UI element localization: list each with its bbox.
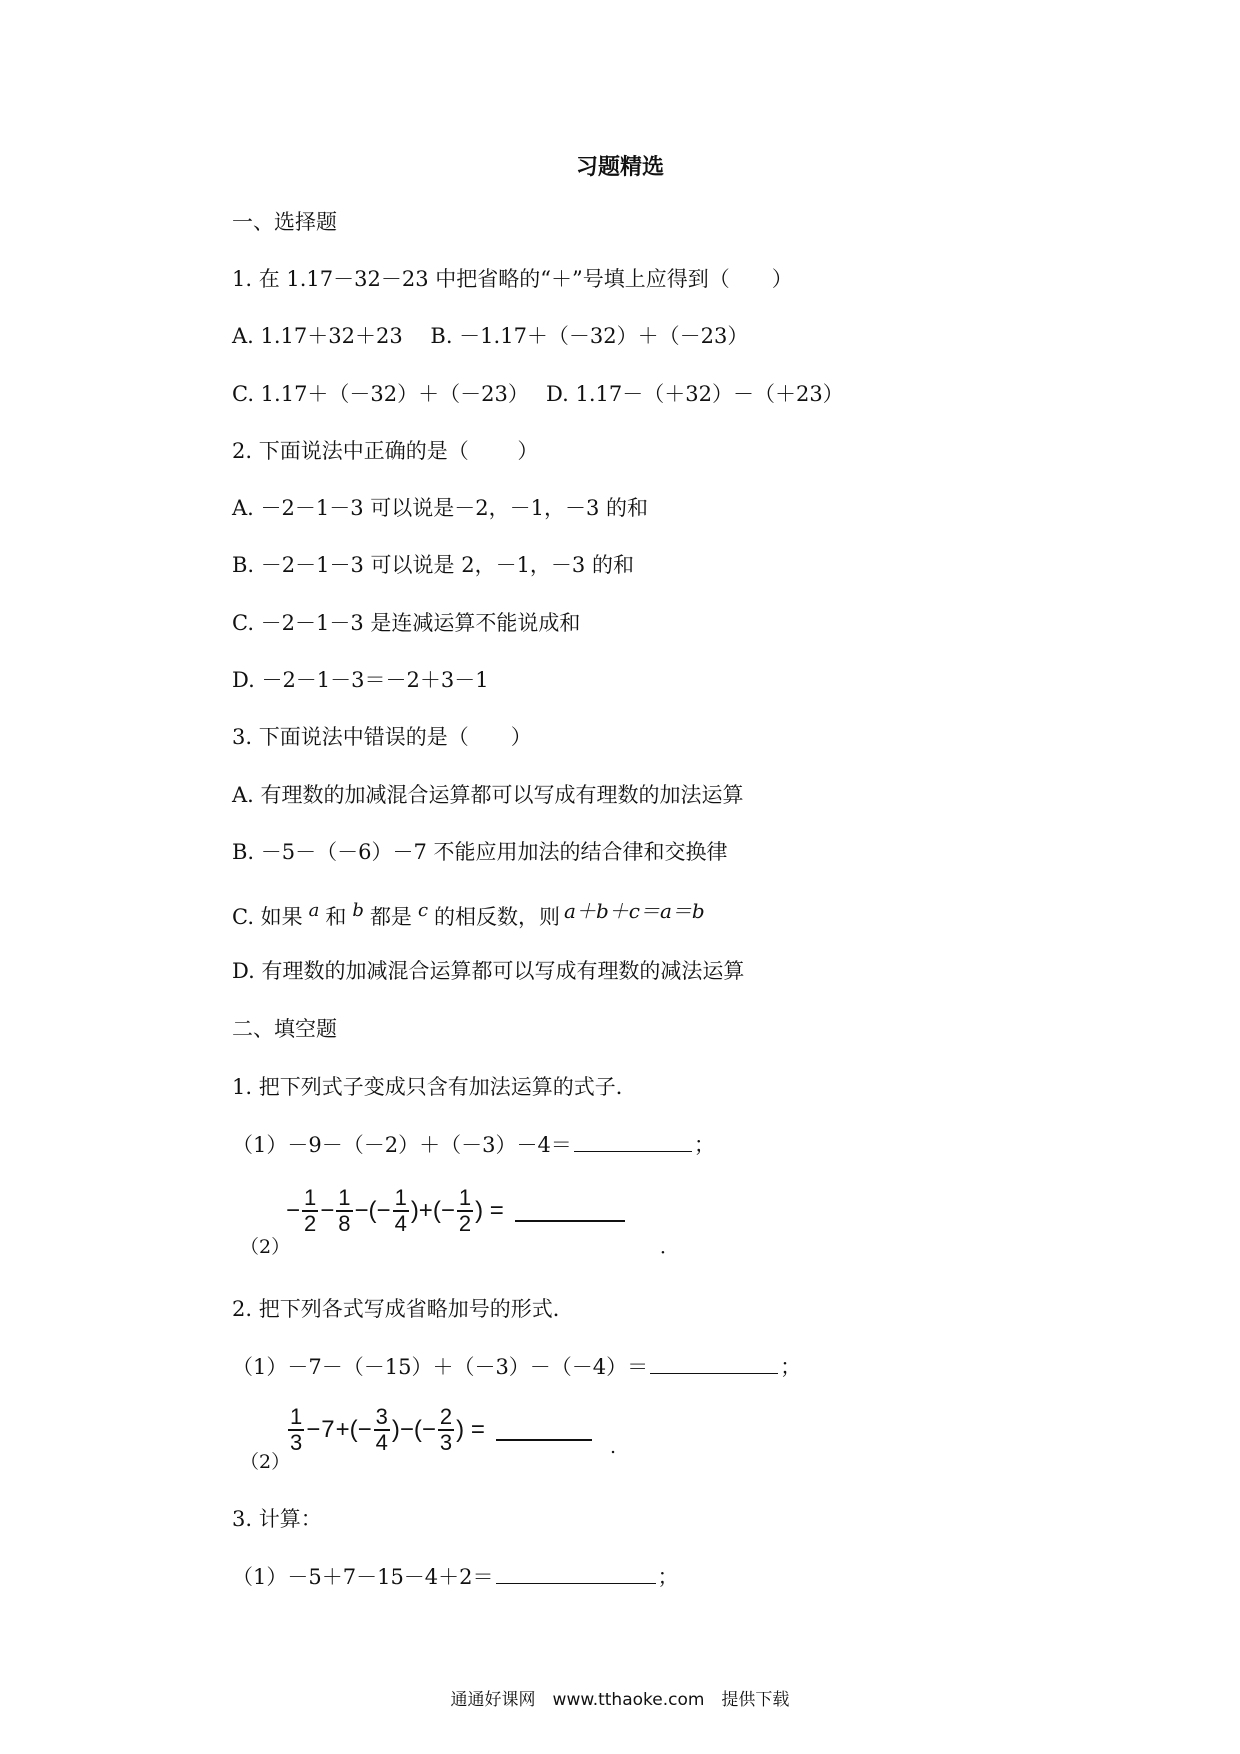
fill-1-part-2-end: ． xyxy=(660,1236,680,1258)
section-heading-fill: 二、填空题 xyxy=(232,1017,337,1041)
fill-1-part-1-expr: （1）－9－（－2）＋（－3）－4＝ xyxy=(232,1133,572,1157)
fill-3-part-1-end: ； xyxy=(657,1565,679,1589)
fill-2-part-1-end: ； xyxy=(780,1355,802,1379)
fill-1-stem: 1. 把下列式子变成只含有加法运算的式子． xyxy=(232,1075,637,1099)
footer-credit: 通通好课网 www.tthaoke.com 提供下载 xyxy=(450,1690,790,1710)
fill-2-part-2-label: （2） xyxy=(240,1451,291,1473)
answer-blank[interactable] xyxy=(496,1563,656,1584)
fraction: $\frac{1}{8}$ xyxy=(338,1185,351,1236)
question-1-options-cd: C. 1.17＋（－32）＋（－23） D. 1.17－（＋32）－（＋23） xyxy=(232,382,844,406)
var-a: a xyxy=(308,900,320,921)
fraction: $\frac{1}{2}$ xyxy=(304,1185,317,1236)
question-1-stem: 1. 在 1.17－32－23 中把省略的“＋”号填上应得到（ ） xyxy=(232,267,793,291)
answer-blank[interactable] xyxy=(574,1131,692,1152)
var-c: c xyxy=(417,900,429,921)
question-3-stem: 3. 下面说法中错误的是（ ） xyxy=(232,725,532,749)
fill-1-part-1 xyxy=(232,1131,715,1159)
page-title: 习题精选 xyxy=(575,155,664,180)
fill-2-stem: 2. 把下列各式写成省略加号的形式． xyxy=(232,1297,574,1321)
question-3-option-d: D. 有理数的加减混合运算都可以写成有理数的减法运算 xyxy=(232,959,745,983)
question-3-option-a: A. 有理数的加减混合运算都可以写成有理数的加法运算 xyxy=(232,783,744,807)
fraction: $\frac{3}{4}$ xyxy=(375,1404,388,1455)
option-c-mid: 都是 xyxy=(369,905,412,929)
question-3-option-b: B. －5－（－6）－7 不能应用加法的结合律和交换律 xyxy=(232,840,728,864)
fill-2-part-2-formula: $\frac{1}{3}$ − 7 +(− $\frac{3}{4}$ )−(− $\frac{2}{3}$ ) = xyxy=(287,1405,594,1455)
var-b: b xyxy=(352,900,364,921)
fill-3-stem: 3. 计算： xyxy=(232,1507,322,1531)
question-2-option-a: A. －2－1－3 可以说是－2，－1，－3 的和 xyxy=(232,496,649,520)
fraction: $\frac{1}{4}$ xyxy=(394,1185,407,1236)
answer-blank[interactable] xyxy=(515,1200,625,1222)
answer-blank[interactable] xyxy=(650,1353,778,1374)
question-2-stem: 2. 下面说法中正确的是（ ） xyxy=(232,439,539,463)
question-2-option-d: D. －2－1－3＝－2＋3－1 xyxy=(232,668,489,692)
option-c-suffix: 的相反数，则 xyxy=(434,905,561,929)
option-c-and: 和 xyxy=(325,905,347,929)
fill-2-part-2-end: . xyxy=(610,1436,617,1458)
answer-blank[interactable] xyxy=(496,1419,592,1441)
fill-2-part-1-expr: （1）－7－（－15）＋（－3）－（－4）＝ xyxy=(232,1355,649,1379)
fraction: $\frac{1}{2}$ xyxy=(458,1185,472,1236)
fill-1-part-2-formula: − $\frac{1}{2}$ − $\frac{1}{8}$ −(− $\frac{1}{4}$ )+(− $\frac{1}{2}$ ) = xyxy=(285,1186,627,1236)
question-2-option-c: C. －2－1－3 是连减运算不能说成和 xyxy=(232,611,581,635)
option-c-prefix: C. 如果 xyxy=(232,905,303,929)
question-1-options-ab: A. 1.17＋32＋23 B. －1.17＋（－32）＋（－23） xyxy=(232,324,749,348)
fraction: $\frac{2}{3}$ xyxy=(439,1404,453,1455)
fill-1-part-1-end: ； xyxy=(693,1133,715,1157)
fraction: $\frac{1}{3}$ xyxy=(290,1404,303,1455)
question-3-option-c xyxy=(232,897,705,931)
fill-1-part-2-label: （2） xyxy=(240,1236,291,1258)
fill-3-part-1-expr: （1）－5＋7－15－4＋2＝ xyxy=(232,1565,494,1589)
fill-3-part-1 xyxy=(232,1563,679,1591)
question-2-option-b: B. －2－1－3 可以说是 2，－1，－3 的和 xyxy=(232,553,634,577)
section-heading-choice: 一、选择题 xyxy=(232,210,337,234)
fill-2-part-1 xyxy=(232,1353,801,1381)
option-c-equation: a＋b＋c＝a＝b xyxy=(564,899,705,923)
